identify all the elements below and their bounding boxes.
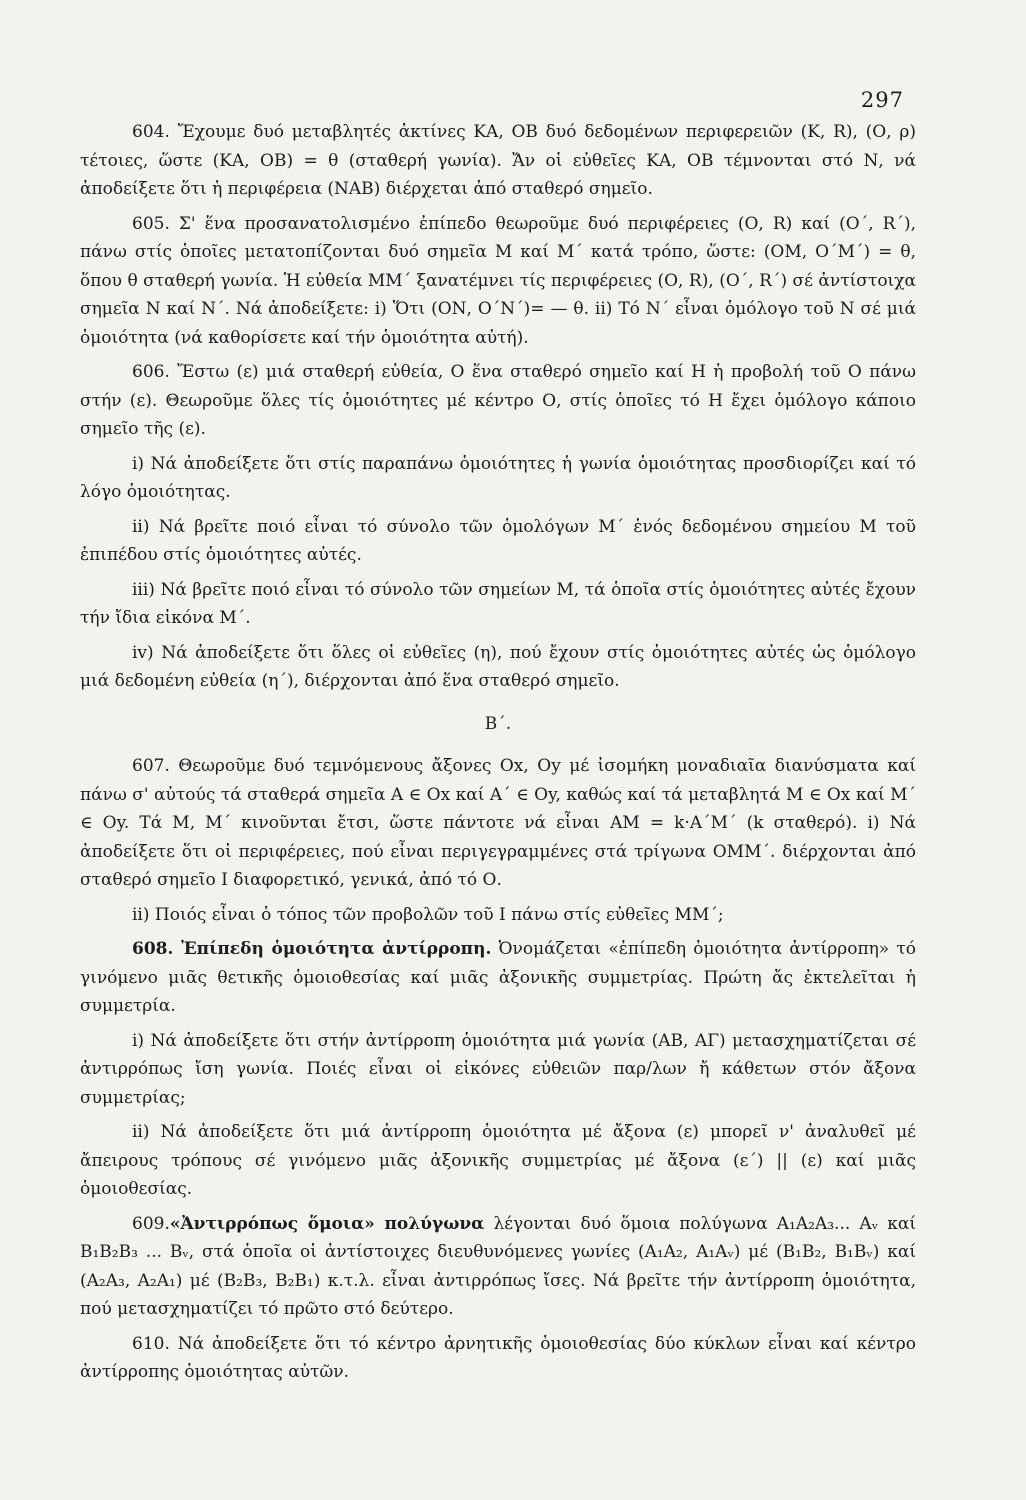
- exercise-606-part-ii: ii) Νά βρεῖτε ποιό εἶναι τό σύνολο τῶν ὁμολόγων Μ΄ ἑνός δεδομένου σημείου Μ τοῦ ἐπιπέδου στίς ὁμοιότητες αὐτές.: [80, 516, 916, 565]
- exercise-608-text: Ὀνομάζεται «ἐπίπεδη ὁμοιότητα ἀντίρροπη» τό γινόμενο μιᾶς θετικῆς ὁμοιοθεσίας καί μιᾶς ἀξονικῆς συμμετρίας. Πρώτη ἄς ἐκτελεῖται ἡ συμμετρία.: [80, 939, 916, 1016]
- exercise-604: 604. Ἔχουμε δυό μεταβλητές ἀκτίνες ΚΑ, ΟΒ δυό δεδομένων περιφερειῶν (Κ, R), (Ο, ρ) τέτοιες, ὥστε (ΚΑ, ΟΒ) = θ (σταθερή γωνία). Ἄν οἱ εὐθεῖες ΚΑ, ΟΒ τέμνονται στό Ν, νά ἀποδείξετε ὅτι ἡ περιφέρεια (ΝΑΒ) διέρχεται ἀπό σταθερό σημεῖο.: [80, 122, 916, 199]
- page-number: 297: [860, 88, 904, 112]
- exercise-609-text: λέγονται δυό ὅμοια πολύγωνα Α₁Α₂Α₃... Αᵥ καί Β₁Β₂Β₃ ... Βᵥ, στά ὁποῖα οἱ ἀντίστοιχες διευθυνόμενες γωνίες (Α₁Α₂, Α₁Αᵥ) μέ (Β₁Β₂, Β₁Βᵥ) καί (Α₂Α₃, Α₂Α₁) μέ (Β₂Β₃, Β₂Β₁) κ.τ.λ. εἶναι ἀντιρρόπως ἴσες. Νά βρεῖτε τήν ἀντίρροπη ὁμοιότητα, πού μετασχηματίζει τό πρῶτο στό δεύτερο.: [80, 1213, 916, 1319]
- exercise-609-title: «Ἀντιρρόπως ὅμοια» πολύγωνα: [169, 1213, 485, 1234]
- exercise-609: [80, 1210, 916, 1324]
- exercise-605: 605. Σ' ἕνα προσανατολισμένο ἐπίπεδο θεωροῦμε δυό περιφέρειες (Ο, R) καί (Ο΄, R΄), πάνω στίς ὁποῖες μετατοπίζονται δυό σημεῖα Μ καί Μ΄ κατά τρόπο, ὥστε: (ΟΜ, Ο΄Μ΄) = θ, ὅπου θ σταθερή γωνία. Ἡ εὐθεία ΜΜ΄ ξανατέμνει τίς περιφέρειες (Ο, R), (Ο΄, R΄) σέ ἀντίστοιχα σημεῖα Ν καί Ν΄. Νά ἀποδείξετε: i) Ὅτι (ΟΝ, Ο΄Ν΄)= — θ. ii) Τό Ν΄ εἶναι ὁμόλογο τοῦ Ν σέ μιά ὁμοιότητα (νά καθορίσετε καί τήν ὁμοιότητα αὐτή).: [80, 213, 916, 348]
- exercise-609-number: 609.: [132, 1213, 170, 1234]
- exercise-610: 610. Νά ἀποδείξετε ὅτι τό κέντρο ἀρνητικῆς ὁμοιοθεσίας δύο κύκλων εἶναι καί κέντρο ἀντίρροπης ὁμοιότητας αὐτῶν.: [80, 1333, 916, 1382]
- exercise-607-part-ii: ii) Ποιός εἶναι ὁ τόπος τῶν προβολῶν τοῦ Ι πάνω στίς εὐθεῖες ΜΜ΄;: [132, 904, 724, 925]
- exercise-608-title: 608. Ἐπίπεδη ὁμοιότητα ἀντίρροπη.: [132, 939, 492, 959]
- section-header: Β΄.: [484, 713, 512, 734]
- exercise-608-part-ii: ii) Νά ἀποδείξετε ὅτι μιά ἀντίρροπη ὁμοιότητα μέ ἄξονα (ε) μπορεῖ ν' ἀναλυθεῖ μέ ἄπειρους τρόπους σέ γινόμενο μιᾶς ἀξονικῆς συμμετρίας μέ ἄξονα (ε΄) || (ε) καί μιᾶς ὁμοιοθεσίας.: [80, 1122, 916, 1199]
- exercise-606-part-iii: iii) Νά βρεῖτε ποιό εἶναι τό σύνολο τῶν σημείων Μ, τά ὁποῖα στίς ὁμοιότητες αὐτές ἔχουν τήν ἴδια εἰκόνα Μ΄.: [80, 579, 916, 628]
- page-content: [80, 118, 916, 1387]
- exercise-606: 606. Ἔστω (ε) μιά σταθερή εὐθεία, Ο ἕνα σταθερό σημεῖο καί Η ἡ προβολή τοῦ Ο πάνω στήν (ε). Θεωροῦμε ὅλες τίς ὁμοιότητες μέ κέντρο Ο, στίς ὁποῖες τό Η ἔχει ὁμόλογο κάποιο σημεῖο τῆς (ε).: [80, 362, 916, 439]
- exercise-606-part-i: i) Νά ἀποδείξετε ὅτι στίς παραπάνω ὁμοιότητες ἡ γωνία ὁμοιότητας προσδιορίζει καί τό λόγο ὁμοιότητας.: [80, 453, 916, 502]
- exercise-607: 607. Θεωροῦμε δυό τεμνόμενους ἄξονες Οx, Οy μέ ἰσομήκη μοναδιαῖα διανύσματα καί πάνω σ' αὐτούς τά σταθερά σημεῖα Α ∈ Οx καί Α΄ ∈ Οy, καθώς καί τά μεταβλητά Μ ∈ Οx καί Μ΄ ∈ Οy. Τά Μ, Μ΄ κινοῦνται ἔτσι, ὥστε πάντοτε νά εἶναι ΑΜ = k·Α΄Μ΄ (k σταθερό). i) Νά ἀποδείξετε ὅτι οἱ περιφέρειες, πού εἶναι περιγεγραμμένες στά τρίγωνα ΟΜΜ΄. διέρχονται ἀπό σταθερό σημεῖο Ι διαφορετικό, γενικά, ἀπό τό Ο.: [80, 756, 916, 890]
- exercise-606-part-iv: iv) Νά ἀποδείξετε ὅτι ὅλες οἱ εὐθεῖες (η), πού ἔχουν στίς ὁμοιότητες αὐτές ὡς ὁμόλογο μιά δεδομένη εὐθεία (η΄), διέρχονται ἀπό ἕνα σταθερό σημεῖο.: [80, 642, 916, 691]
- exercise-608-part-i: i) Νά ἀποδείξετε ὅτι στήν ἀντίρροπη ὁμοιότητα μιά γωνία (ΑΒ, ΑΓ) μετασχηματίζεται σέ ἀντιρρόπως ἴση γωνία. Ποιές εἶναι οἱ εἰκόνες εὐθειῶν παρ/λων ἤ κάθετων στόν ἄξονα συμμετρίας;: [80, 1030, 916, 1108]
- exercise-608: [80, 935, 916, 1021]
